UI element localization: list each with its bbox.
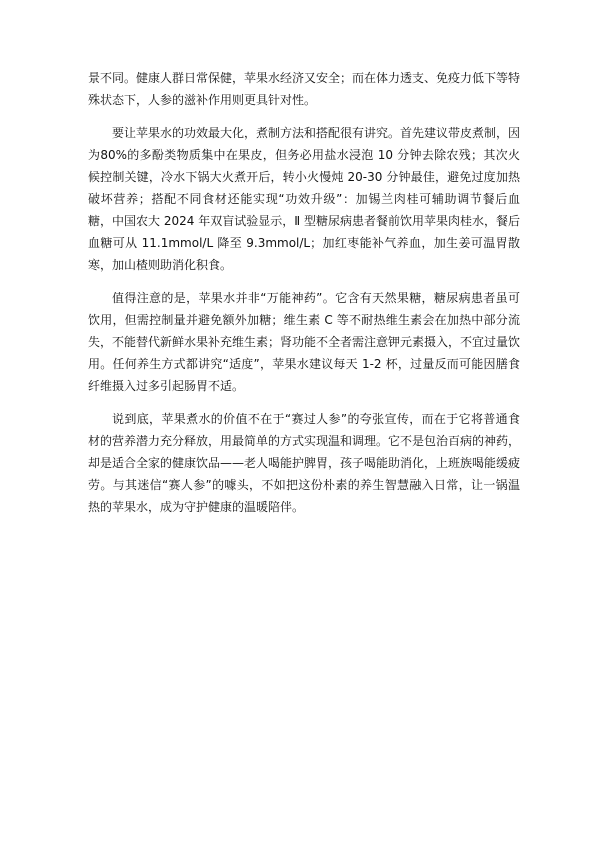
- paragraph-3: 值得注意的是，苹果水并非“万能神药”。它含有天然果糖，糖尿病患者虽可饮用，但需控制量并避免额外加糖；维生素 C 等不耐热维生素会在加热中部分流失，不能替代新鲜水果补充维生素；肾功能不全者需注意钾元素摄入，不宜过量饮用。任何养生方式都讲究“适度”，苹果水建议每天 1-2 杯，过量反而可能因膳食纤维摄入过多引起肠胃不适。: [88, 291, 521, 393]
- paragraph-2: 要让苹果水的功效最大化，煮制方法和搭配很有讲究。首先建议带皮煮制，因为80%的多酚类物质集中在果皮，但务必用盐水浸泡 10 分钟去除农残；其次火候控制关键，冷水下锅大火煮开后，转小火慢炖 20-30 分钟最佳，避免过度加热破坏营养；搭配不同食材还能实现“功效升级”：加锡兰肉桂可辅助调节餐后血糖，中国农大 2024 年双盲试验显示，Ⅱ 型糖尿病患者餐前饮用苹果肉桂水，餐后血糖可从 11.1mmol/L 降至 9.3mmol/L；加红枣能补气养血，加生姜可温胃散寒，加山楂则助消化积食。: [88, 126, 521, 272]
- article-body: [88, 67, 520, 529]
- paragraph-4: 说到底，苹果煮水的价值不在于“赛过人参”的夸张宣传，而在于它将普通食材的营养潜力充分释放，用最简单的方式实现温和调理。它不是包治百病的神药，却是适合全家的健康饮品——老人喝能护脾胃，孩子喝能助消化，上班族喝能缓疲劳。与其迷信“赛人参”的噱头，不如把这份朴素的养生智慧融入日常，让一锅温热的苹果水，成为守护健康的温暖陪伴。: [88, 412, 521, 514]
- paragraph-1: 景不同。健康人群日常保健，苹果水经济又安全；而在体力透支、免疫力低下等特殊状态下，人参的滋补作用则更具针对性。: [88, 71, 521, 107]
